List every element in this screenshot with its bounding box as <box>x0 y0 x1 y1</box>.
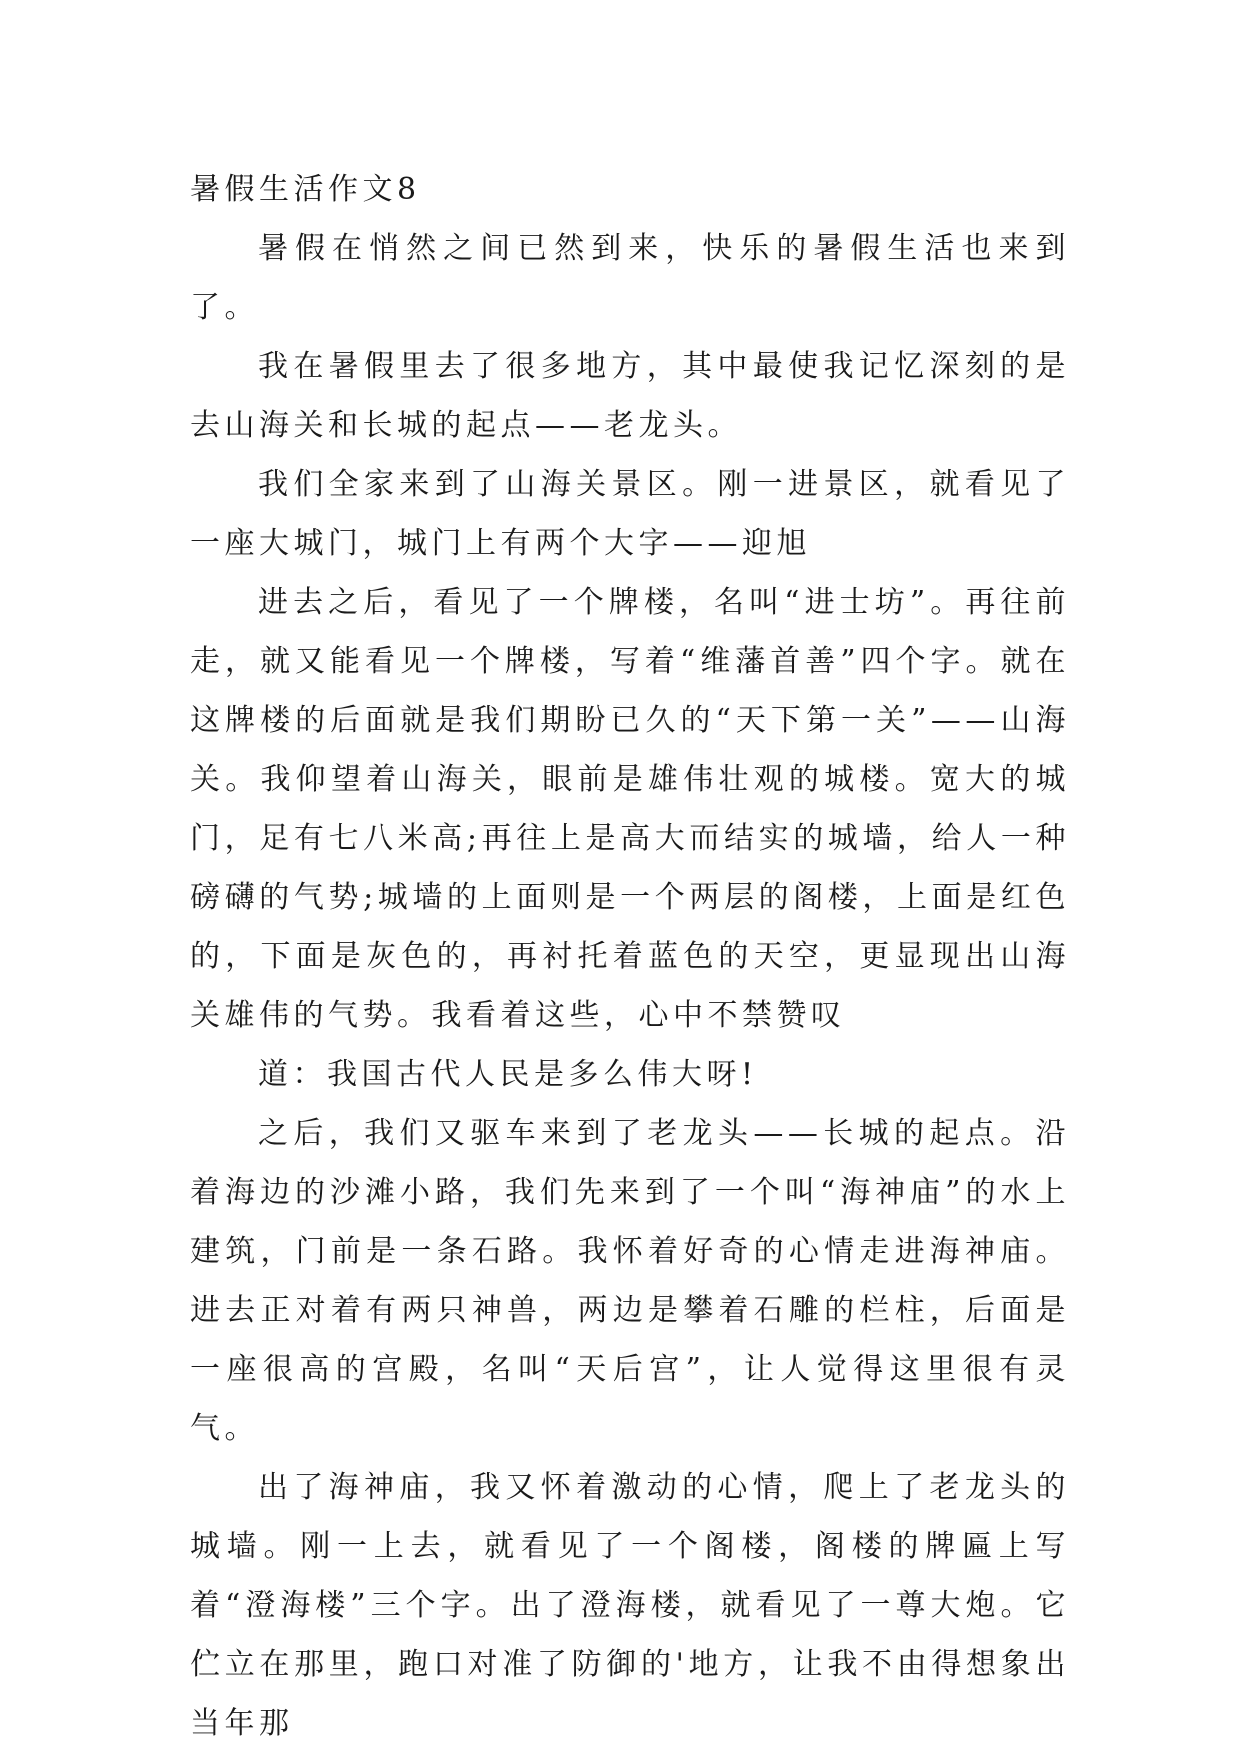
paragraph: 我们全家来到了山海关景区。刚一进景区，就看见了一座大城门，城门上有两个大字——迎旭 <box>190 467 1070 561</box>
paragraph: 道：我国古代人民是多么伟大呀! <box>258 1057 758 1092</box>
paragraph: 出了海神庙，我又怀着激动的心情，爬上了老龙头的城墙。刚一上去，就看见了一个阁楼，阁楼的牌匾上写着“澄海楼”三个字。出了澄海楼，就看见了一尊大炮。它伫立在那里，跑口对准了防御的'地方，让我不由得想象出当年那 <box>190 1470 1070 1741</box>
paragraph: 进去之后，看见了一个牌楼，名叫“进士坊”。再往前走，就又能看见一个牌楼，写着“维藩首善”四个字。就在这牌楼的后面就是我们期盼已久的“天下第一关”——山海关。我仰望着山海关，眼前是雄伟壮观的城楼。宽大的城门，足有七八米高;再往上是高大而结实的城墙，给人一种磅礴的气势;城墙的上面则是一个两层的阁楼，上面是红色的，下面是灰色的，再衬托着蓝色的天空，更显现出山海关雄伟的气势。我看着这些，心中不禁赞叹 <box>190 585 1070 1033</box>
paragraph: 暑假在悄然之间已然到来，快乐的暑假生活也来到了。 <box>190 231 1070 325</box>
document-body <box>190 160 1070 1753</box>
paragraph: 之后，我们又驱车来到了老龙头——长城的起点。沿着海边的沙滩小路，我们先来到了一个叫“海神庙”的水上建筑，门前是一条石路。我怀着好奇的心情走进海神庙。进去正对着有两只神兽，两边是攀着石雕的栏柱，后面是一座很高的宫殿，名叫“天后宫”，让人觉得这里很有灵气。 <box>190 1116 1070 1446</box>
document-title: 暑假生活作文8 <box>190 172 421 207</box>
paragraph: 我在暑假里去了很多地方，其中最使我记忆深刻的是去山海关和长城的起点——老龙头。 <box>190 349 1070 443</box>
